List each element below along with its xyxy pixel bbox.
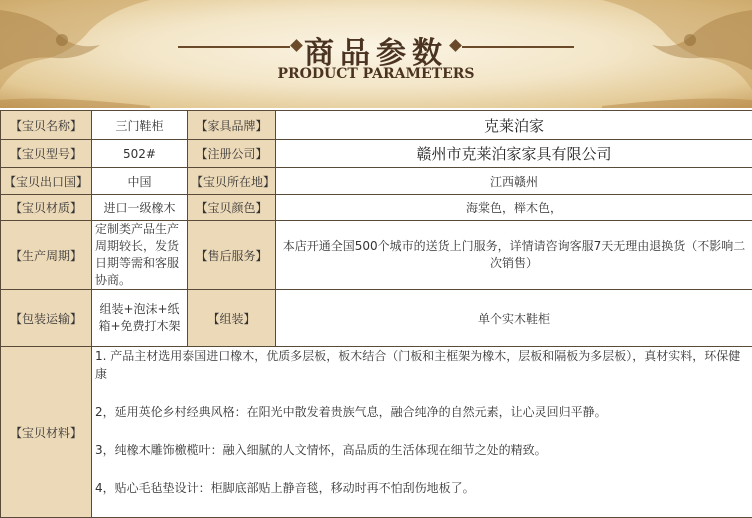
page-subtitle: PRODUCT PARAMETERS xyxy=(0,66,752,82)
value-name: 三门鞋柜 xyxy=(92,111,188,140)
value-color: 海棠色，榉木色， xyxy=(276,195,752,221)
parameters-table xyxy=(0,110,752,518)
table-row xyxy=(1,140,752,168)
value-origin: 中国 xyxy=(92,168,188,195)
label-material-type: 【宝贝材质】 xyxy=(1,195,92,221)
value-material-type: 进口一级橡木 xyxy=(92,195,188,221)
label-materials: 【宝贝材料】 xyxy=(1,347,92,518)
material-line-4: 4，贴心毛毡垫设计：柜脚底部贴上静音毯，移动时再不怕刮伤地板了。 xyxy=(95,479,749,497)
label-company: 【注册公司】 xyxy=(188,140,276,168)
table-row xyxy=(1,290,752,347)
table-row xyxy=(1,195,752,221)
value-cycle: 定制类产品生产周期较长，发货日期等需和客服协商。 xyxy=(92,221,188,290)
label-origin: 【宝贝出口国】 xyxy=(1,168,92,195)
page-title: 商品参数 xyxy=(0,28,752,72)
label-cycle: 【生产周期】 xyxy=(1,221,92,290)
value-brand: 克莱泊家 xyxy=(276,111,752,140)
value-model: 502# xyxy=(92,140,188,168)
value-location: 江西赣州 xyxy=(276,168,752,195)
value-service: 本店开通全国500个城市的送货上门服务，详情请咨询客服7天无理由退换货（不影响二次销售） xyxy=(276,221,752,290)
table-row xyxy=(1,111,752,140)
label-name: 【宝贝名称】 xyxy=(1,111,92,140)
label-assembly: 【组装】 xyxy=(188,290,276,347)
value-assembly: 单个实木鞋柜 xyxy=(276,290,752,347)
value-company: 赣州市克莱泊家家具有限公司 xyxy=(276,140,752,168)
label-packing: 【包装运输】 xyxy=(1,290,92,347)
header-banner xyxy=(0,0,752,108)
label-location: 【宝贝所在地】 xyxy=(188,168,276,195)
materials-description xyxy=(92,347,752,518)
label-service: 【售后服务】 xyxy=(188,221,276,290)
label-brand: 【家具品牌】 xyxy=(188,111,276,140)
label-color: 【宝贝颜色】 xyxy=(188,195,276,221)
material-line-1: 1. 产品主材选用泰国进口橡木，优质多层板，板木结合（门板和主框架为橡木，层板和隔板为多层板），真材实料，环保健康 xyxy=(95,347,749,383)
material-line-2: 2，延用英伦乡村经典风格：在阳光中散发着贵族气息，融合纯净的自然元素，让心灵回归平静。 xyxy=(95,403,749,421)
table-row xyxy=(1,168,752,195)
label-model: 【宝贝型号】 xyxy=(1,140,92,168)
value-packing: 组装+泡沫+纸箱+免费打木架 xyxy=(92,290,188,347)
material-line-3: 3，纯橡木雕饰檄榄叶：融入细腻的人文情怀，高品质的生活体现在细节之处的精致。 xyxy=(95,441,749,459)
table-row xyxy=(1,347,752,518)
table-row xyxy=(1,221,752,290)
